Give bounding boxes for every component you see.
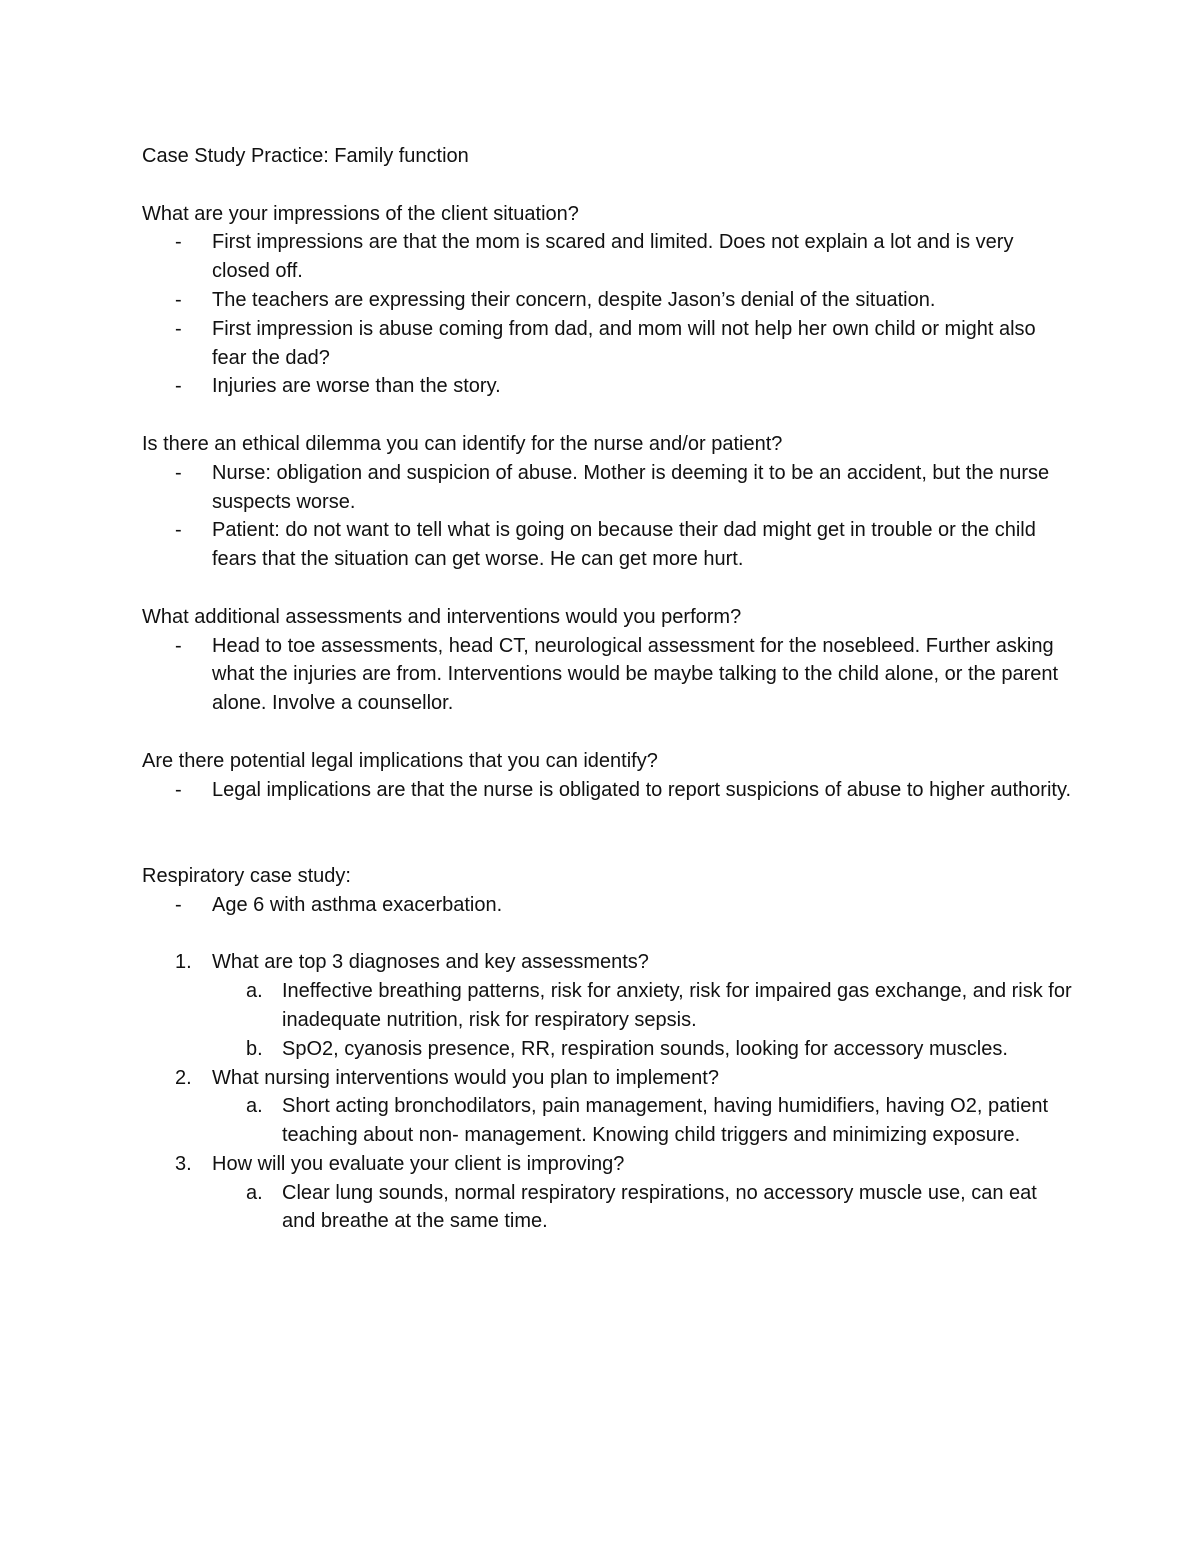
list-item-text: The teachers are expressing their concern, despite Jason’s denial of the situation. bbox=[212, 288, 936, 311]
respiratory-heading: Respiratory case study: bbox=[142, 864, 351, 887]
answer-letter: b. bbox=[246, 1037, 263, 1060]
list-item-text: Legal implications are that the nurse is obligated to report suspicions of abuse to higher authority. bbox=[212, 778, 1072, 801]
list-item bbox=[142, 891, 1072, 920]
spacer bbox=[142, 401, 1072, 430]
dash-marker: - bbox=[175, 519, 182, 542]
section-question: What additional assessments and interventions would you perform? bbox=[142, 605, 742, 628]
section-question: What are your impressions of the client situation? bbox=[142, 202, 579, 225]
question-number: 3. bbox=[175, 1152, 192, 1175]
question-body bbox=[212, 948, 1072, 1063]
dash-marker: - bbox=[175, 317, 182, 340]
list-item bbox=[142, 516, 1072, 574]
answer-item bbox=[212, 1179, 1072, 1237]
question-number: 1. bbox=[175, 951, 192, 974]
list-item-text: Age 6 with asthma exacerbation. bbox=[212, 893, 503, 916]
list-item bbox=[142, 776, 1072, 805]
dash-marker: - bbox=[175, 288, 182, 311]
spacer bbox=[142, 171, 1072, 200]
list-item-text: Patient: do not want to tell what is going on because their dad might get in trouble or the child fears that the situation can get worse. He can get more hurt. bbox=[212, 519, 1036, 571]
question-text: How will you evaluate your client is improving? bbox=[212, 1152, 625, 1175]
question-text: What nursing interventions would you plan to implement? bbox=[212, 1066, 719, 1089]
bullet-list bbox=[142, 228, 1072, 401]
answer-item bbox=[212, 1092, 1072, 1150]
answer-item bbox=[212, 977, 1072, 1035]
list-item bbox=[142, 286, 1072, 315]
spacer bbox=[142, 804, 1072, 862]
dash-marker: - bbox=[175, 375, 182, 398]
answer-text: Short acting bronchodilators, pain management, having humidifiers, having O2, patient teaching about non- management. Knowing child triggers and minimizing exposure. bbox=[282, 1095, 1049, 1147]
answer-letter: a. bbox=[246, 1095, 263, 1118]
answer-text: SpO2, cyanosis presence, RR, respiration sounds, looking for accessory muscles. bbox=[282, 1037, 1008, 1060]
list-item-text: First impression is abuse coming from dad, and mom will not help her own child or might also fear the dad? bbox=[212, 317, 1036, 369]
list-item-text: Injuries are worse than the story. bbox=[212, 375, 501, 398]
section-question: Is there an ethical dilemma you can identify for the nurse and/or patient? bbox=[142, 432, 783, 455]
answer-text: Clear lung sounds, normal respiratory respirations, no accessory muscle use, can eat and breathe at the same time. bbox=[282, 1181, 1037, 1233]
list-item bbox=[142, 315, 1072, 373]
dash-marker: - bbox=[175, 634, 182, 657]
numbered-question bbox=[142, 1150, 1072, 1236]
bullet-list bbox=[142, 632, 1072, 718]
list-item bbox=[142, 459, 1072, 517]
answer-item bbox=[212, 1035, 1072, 1064]
dash-marker: - bbox=[175, 893, 182, 916]
question-body bbox=[212, 1150, 1072, 1236]
spacer bbox=[142, 574, 1072, 603]
spacer bbox=[142, 920, 1072, 949]
answer-letter: a. bbox=[246, 980, 263, 1003]
document-body bbox=[142, 142, 1072, 1236]
list-item-text: Head to toe assessments, head CT, neurological assessment for the nosebleed. Further asking what the injuries are from. Interventions would be maybe talking to the child alone, or the parent alone. Involve a counsellor. bbox=[212, 634, 1059, 715]
numbered-question bbox=[142, 1064, 1072, 1150]
list-item-text: First impressions are that the mom is scared and limited. Does not explain a lot and is very closed off. bbox=[212, 231, 1014, 283]
dash-marker: - bbox=[175, 778, 182, 801]
question-body bbox=[212, 1064, 1072, 1150]
spacer bbox=[142, 718, 1072, 747]
dash-marker: - bbox=[175, 231, 182, 254]
list-item bbox=[142, 632, 1072, 718]
bullet-list bbox=[142, 891, 1072, 920]
answer-letter: a. bbox=[246, 1181, 263, 1204]
section-question: Are there potential legal implications that you can identify? bbox=[142, 749, 658, 772]
question-number: 2. bbox=[175, 1066, 192, 1089]
dash-marker: - bbox=[175, 461, 182, 484]
document-title: Case Study Practice: Family function bbox=[142, 145, 469, 167]
list-item bbox=[142, 372, 1072, 401]
answer-text: Ineffective breathing patterns, risk for anxiety, risk for impaired gas exchange, and risk for inadequate nutrition, risk for respiratory sepsis. bbox=[282, 980, 1072, 1031]
list-item-text: Nurse: obligation and suspicion of abuse. Mother is deeming it to be an accident, but the nurse suspects worse. bbox=[212, 461, 1050, 513]
list-item bbox=[142, 228, 1072, 286]
bullet-list bbox=[142, 776, 1072, 805]
numbered-question bbox=[142, 948, 1072, 1063]
bullet-list bbox=[142, 459, 1072, 574]
question-text: What are top 3 diagnoses and key assessments? bbox=[212, 951, 649, 974]
